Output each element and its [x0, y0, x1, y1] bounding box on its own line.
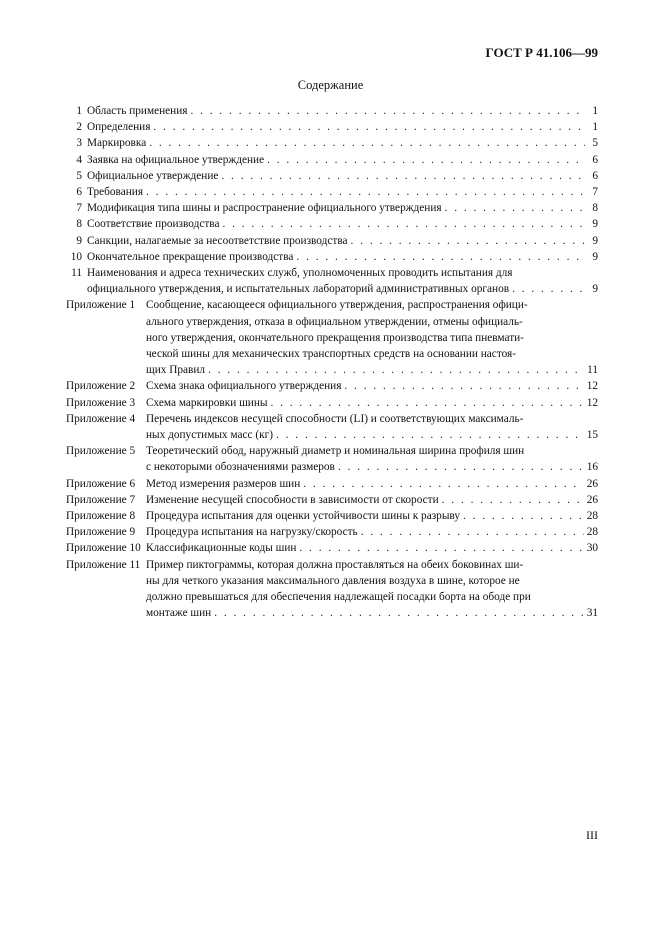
dot-leader [512, 281, 585, 297]
dot-leader [344, 378, 583, 394]
entry-title [87, 103, 598, 119]
toc-appendix-entry [66, 297, 598, 378]
toc-section-entry [66, 103, 598, 119]
toc-section-entry [66, 265, 598, 297]
appendix-label: Приложение 8 [66, 510, 136, 523]
dot-leader [338, 459, 584, 475]
page-reference: 9 [592, 250, 598, 263]
entry-title [146, 411, 598, 443]
toc-appendix-entry [66, 476, 598, 492]
entry-title-line: Заявка на официальное утверждение [87, 153, 265, 166]
dot-leader [445, 200, 585, 216]
entry-title [87, 265, 598, 297]
toc-section-entry [66, 200, 598, 216]
entry-title-line: ческой шины для механических транспортных средств на основании настоя- [146, 348, 517, 361]
page-reference: 9 [592, 283, 598, 296]
entry-title [146, 524, 598, 540]
entry-title-line: Процедура испытания на нагрузку/скорость [146, 526, 358, 539]
section-number: 8 [76, 218, 82, 231]
toc-appendix-entry [66, 411, 598, 443]
entry-title [146, 378, 598, 394]
toc-appendix-entry [66, 524, 598, 540]
page-reference: 6 [592, 153, 598, 166]
entry-title [87, 168, 598, 184]
dot-leader [296, 249, 585, 265]
page-reference: 16 [586, 461, 598, 474]
entry-title [87, 184, 598, 200]
entry-title-line: Сообщение, касающееся официального утверждения, распространения офици- [146, 299, 528, 312]
appendix-label: Приложение 10 [66, 542, 141, 555]
section-number: 1 [76, 105, 82, 117]
dot-leader [208, 362, 584, 378]
dot-leader [442, 492, 584, 508]
entry-title-line: с некоторыми обозначениями размеров [146, 461, 335, 474]
page-reference: 9 [592, 218, 598, 231]
toc-appendix-entry [66, 395, 598, 411]
page-reference: 30 [586, 542, 598, 555]
entry-title-line: Санкции, налагаемые за несоответствие производства [87, 234, 348, 247]
section-number: 2 [76, 121, 82, 134]
dot-leader [222, 216, 585, 232]
dot-leader [190, 103, 585, 119]
entry-title-line: Схема маркировки шины [146, 396, 268, 409]
entry-title-line: официального утверждения, и испытательных лабораторий административных органов [87, 283, 510, 296]
page-reference: 1 [592, 121, 598, 134]
page-reference: 1 [592, 105, 598, 117]
document-id-header: ГОСТ Р 41.106—99 [485, 45, 598, 60]
page-reference: 12 [586, 380, 598, 393]
toc-appendix-entry [66, 540, 598, 556]
appendix-label: Приложение 3 [66, 396, 136, 409]
page-reference: 12 [586, 396, 598, 409]
dot-leader [463, 508, 584, 524]
appendix-label: Приложение 7 [66, 493, 136, 506]
entry-title-line: ного утверждения, окончательного прекращения производства типа пневмати- [146, 331, 524, 344]
entry-title [146, 476, 598, 492]
entry-title [146, 508, 598, 524]
page-reference: 28 [586, 526, 598, 539]
entry-title-line: Наименования и адреса технических служб, уполномоченных проводить испытания для [87, 267, 513, 280]
appendix-label: Приложение 9 [66, 526, 136, 539]
page-reference: 15 [586, 429, 598, 442]
entry-title-line: ны для четкого указания максимального давления воздуха в шине, которое не [146, 574, 520, 587]
entry-title-line: Схема знака официального утверждения [146, 380, 342, 393]
appendix-label: Приложение 2 [66, 380, 136, 393]
page-reference: 6 [592, 169, 598, 182]
dot-leader [361, 524, 584, 540]
entry-title [146, 557, 598, 622]
entry-title-line: ных допустимых масс (кг) [146, 429, 273, 442]
toc-appendix-entry [66, 492, 598, 508]
entry-title [87, 200, 598, 216]
dot-leader [214, 605, 583, 621]
page-reference: 9 [592, 234, 598, 247]
section-number: 11 [71, 267, 82, 280]
section-number: 7 [76, 202, 82, 215]
toc-section-entry [66, 249, 598, 265]
toc-section-entry [66, 152, 598, 168]
entry-title [146, 540, 598, 556]
entry-title-line: Классификационные коды шин [146, 542, 297, 555]
page-reference: 26 [586, 477, 598, 490]
entry-title [146, 395, 598, 411]
dot-leader [299, 540, 583, 556]
section-number: 9 [76, 234, 82, 247]
entry-title-line: Перечень индексов несущей способности (LI) и соответствующих максималь- [146, 412, 524, 425]
entry-title-line: Модификация типа шины и распространение официального утверждения [87, 202, 442, 215]
entry-title [87, 119, 598, 135]
appendix-label: Приложение 4 [66, 412, 136, 425]
toc-title: Содержание [297, 78, 364, 92]
entry-title [87, 135, 598, 151]
section-number: 10 [70, 250, 82, 263]
appendix-label: Приложение 5 [66, 445, 136, 458]
appendix-label: Приложение 1 [66, 299, 136, 312]
entry-title-line: щих Правил [146, 364, 206, 377]
page-reference: 28 [586, 510, 598, 523]
toc-section-entry [66, 184, 598, 200]
table-of-contents [66, 103, 598, 622]
dot-leader [153, 119, 585, 135]
entry-title [87, 233, 598, 249]
section-number: 6 [76, 186, 82, 199]
page-reference: 31 [586, 607, 598, 620]
entry-title-line: Теоретический обод, наружный диаметр и номинальная ширина профиля шин [146, 445, 525, 458]
entry-title-line: ального утверждения, отказа в официальном утверждении, отмены официаль- [146, 315, 523, 328]
dot-leader [221, 168, 585, 184]
section-number: 3 [76, 137, 82, 150]
entry-title-line: должно превышаться для обеспечения надлежащей посадки борта на ободе при [146, 591, 531, 604]
toc-section-entry [66, 216, 598, 232]
entry-title-line: Окончательное прекращение производства [87, 250, 294, 263]
entry-title-line: Изменение несущей способности в зависимости от скорости [146, 493, 439, 506]
entry-title-line: Область применения [87, 105, 188, 117]
entry-title-line: Требования [87, 186, 144, 199]
section-number: 4 [76, 153, 82, 166]
dot-leader [149, 135, 585, 151]
entry-title-line: монтаже шин [146, 607, 212, 620]
entry-title-line: Процедура испытания для оценки устойчивости шины к разрыву [146, 510, 461, 523]
toc-appendix-entry [66, 508, 598, 524]
dot-leader [146, 184, 585, 200]
toc-section-entry [66, 168, 598, 184]
page-reference: 8 [592, 202, 598, 215]
appendix-label: Приложение 11 [66, 558, 141, 571]
entry-title [87, 249, 598, 265]
dot-leader [303, 476, 583, 492]
page-reference: 11 [587, 364, 598, 377]
toc-section-entry [66, 135, 598, 151]
entry-title [87, 216, 598, 232]
appendix-label: Приложение 6 [66, 477, 136, 490]
toc-section-entry [66, 233, 598, 249]
entry-title-line: Маркировка [87, 137, 147, 150]
entry-title-line: Соответствие производства [87, 218, 220, 231]
page-reference: 5 [592, 137, 598, 150]
entry-title-line: Метод измерения размеров шин [146, 477, 301, 490]
toc-appendix-entry [66, 378, 598, 394]
page-reference: 7 [592, 186, 598, 199]
entry-title [87, 152, 598, 168]
entry-title-line: Официальное утверждение [87, 169, 219, 182]
dot-leader [351, 233, 585, 249]
dot-leader [276, 427, 584, 443]
dot-leader [267, 152, 585, 168]
page-number-footer: III [586, 828, 598, 842]
section-number: 5 [76, 169, 82, 182]
toc-appendix-entry [66, 557, 598, 622]
entry-title [146, 297, 598, 378]
toc-appendix-entry [66, 443, 598, 475]
entry-title-line: Определения [87, 121, 151, 134]
toc-section-entry [66, 119, 598, 135]
entry-title [146, 443, 598, 475]
entry-title-line: Пример пиктограммы, которая должна проставляться на обеих боковинах ши- [146, 558, 524, 571]
dot-leader [270, 395, 583, 411]
entry-title [146, 492, 598, 508]
page-reference: 26 [586, 493, 598, 506]
